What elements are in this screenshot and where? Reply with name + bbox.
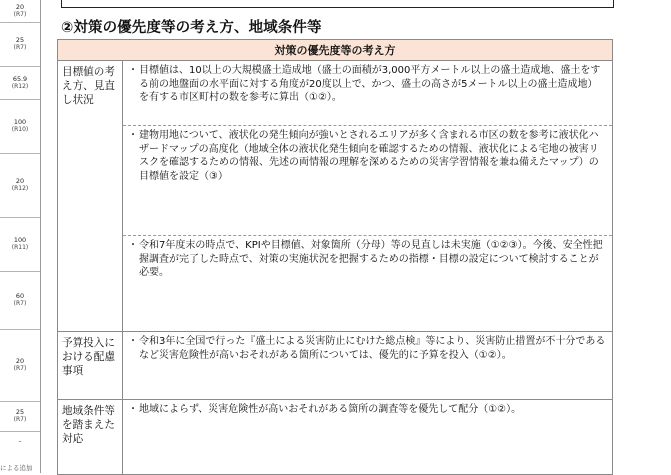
side-cell-value: 100 [13, 236, 27, 244]
side-cell [0, 401, 40, 432]
side-cell-year: (R7) [13, 300, 27, 307]
side-cell-value: 25 [15, 408, 25, 416]
bullet-marker: ・ [128, 240, 138, 251]
side-cell [0, 153, 40, 218]
side-cell-year: (R10) [11, 126, 29, 133]
table-header-label: 対策の優先度等の考え方 [274, 44, 396, 57]
side-cell-value: 65.9 [12, 74, 28, 83]
list-item [123, 61, 612, 125]
table-row [58, 60, 612, 331]
row-content [123, 400, 612, 474]
row-content [123, 61, 612, 331]
side-cell [0, 99, 40, 154]
side-cell-value: 20 [15, 357, 25, 365]
bullet-marker: ・ [128, 130, 138, 141]
side-cell [0, 431, 40, 451]
side-cell-value: 25 [15, 36, 25, 44]
row-content [123, 332, 612, 399]
list-item [123, 400, 612, 420]
list-item [123, 235, 612, 283]
row-label: 地域条件等を踏まえた対応 [58, 400, 123, 474]
side-cell [0, 271, 40, 330]
bullet-marker: ・ [128, 404, 138, 415]
paragraph-text: 建物用地について、液状化の発生傾向が強いとされるエリアが多く含まれる市区の数を参考に液状化ハザードマップの高度化（地域全体の液状化発生傾向を確認するための情報、液状化による宅地の被害リスクを確認するための情報、先述の両情報の理解を深めるための災害学習情報を兼ね備えたマップ）の目標値を設定（③） [139, 130, 599, 183]
table-row [58, 331, 612, 399]
side-cell [0, 66, 40, 100]
side-cell [0, 0, 40, 23]
side-cell-year: (R11) [11, 244, 29, 251]
side-cell-year: (R7) [13, 365, 27, 372]
side-cell [0, 22, 40, 67]
table-row [58, 399, 612, 474]
bullet-marker: ・ [128, 65, 138, 76]
paragraph-text: 地域によらず、災害危険性が高いおそれがある箇所の調査等を優先して配分（①②）。 [139, 404, 522, 415]
paragraph-text: 令和7年度末の時点で、KPIや目標値、対象箇所（分母）等の見直しは未実施（①②③）。今後、安全性把握調査が完了した時点で、対策の実施状況を把握するための指標・目標の設定について検討することが必要。 [139, 240, 603, 279]
previous-table-strip [0, 0, 41, 473]
previous-section-box [61, 0, 614, 8]
side-cell-value: – [18, 437, 22, 445]
side-cell-year: (R7) [13, 416, 27, 423]
paragraph-text: 目標値は、10以上の大規模盛土造成地（盛土の面積が3,000平方メートル以上の盛土造成地、盛土をする前の地盤面の水平面に対する角度が20度以上で、かつ、盛土の高さが5メートル以上の盛土造成地）を有する市区町村の数を参考に算出（①②）。 [139, 65, 601, 104]
side-footer-text: による追加 [0, 464, 33, 472]
side-cell [0, 217, 40, 272]
table-header [58, 40, 612, 60]
priority-table [57, 39, 613, 475]
bullet-marker: ・ [128, 336, 138, 347]
side-cell-value: 20 [15, 3, 25, 11]
list-item [123, 332, 612, 365]
list-item [123, 125, 612, 235]
paragraph-text: 令和3年に全国で行った『盛土による災害防止にむけた総点検』等により、災害防止措置が不十分であるなど災害危険性が高いおそれがある箇所については、優先的に予算を投入（①②）。 [139, 336, 606, 361]
side-cell [0, 329, 40, 402]
side-cell-year: (R7) [13, 44, 27, 51]
side-cell-year: (R7) [13, 11, 27, 18]
row-label: 目標値の考え方、見直し状況 [58, 61, 123, 331]
side-cell-value: 100 [13, 118, 27, 126]
side-cell-year: (R12) [11, 82, 29, 90]
row-label: 予算投入における配慮事項 [58, 332, 123, 399]
side-cell-value: 20 [15, 177, 25, 185]
section-heading: ②対策の優先度等の考え方、地域条件等 [61, 20, 322, 36]
side-cell-value: 60 [15, 292, 25, 300]
side-cell-year: (R12) [11, 185, 29, 192]
